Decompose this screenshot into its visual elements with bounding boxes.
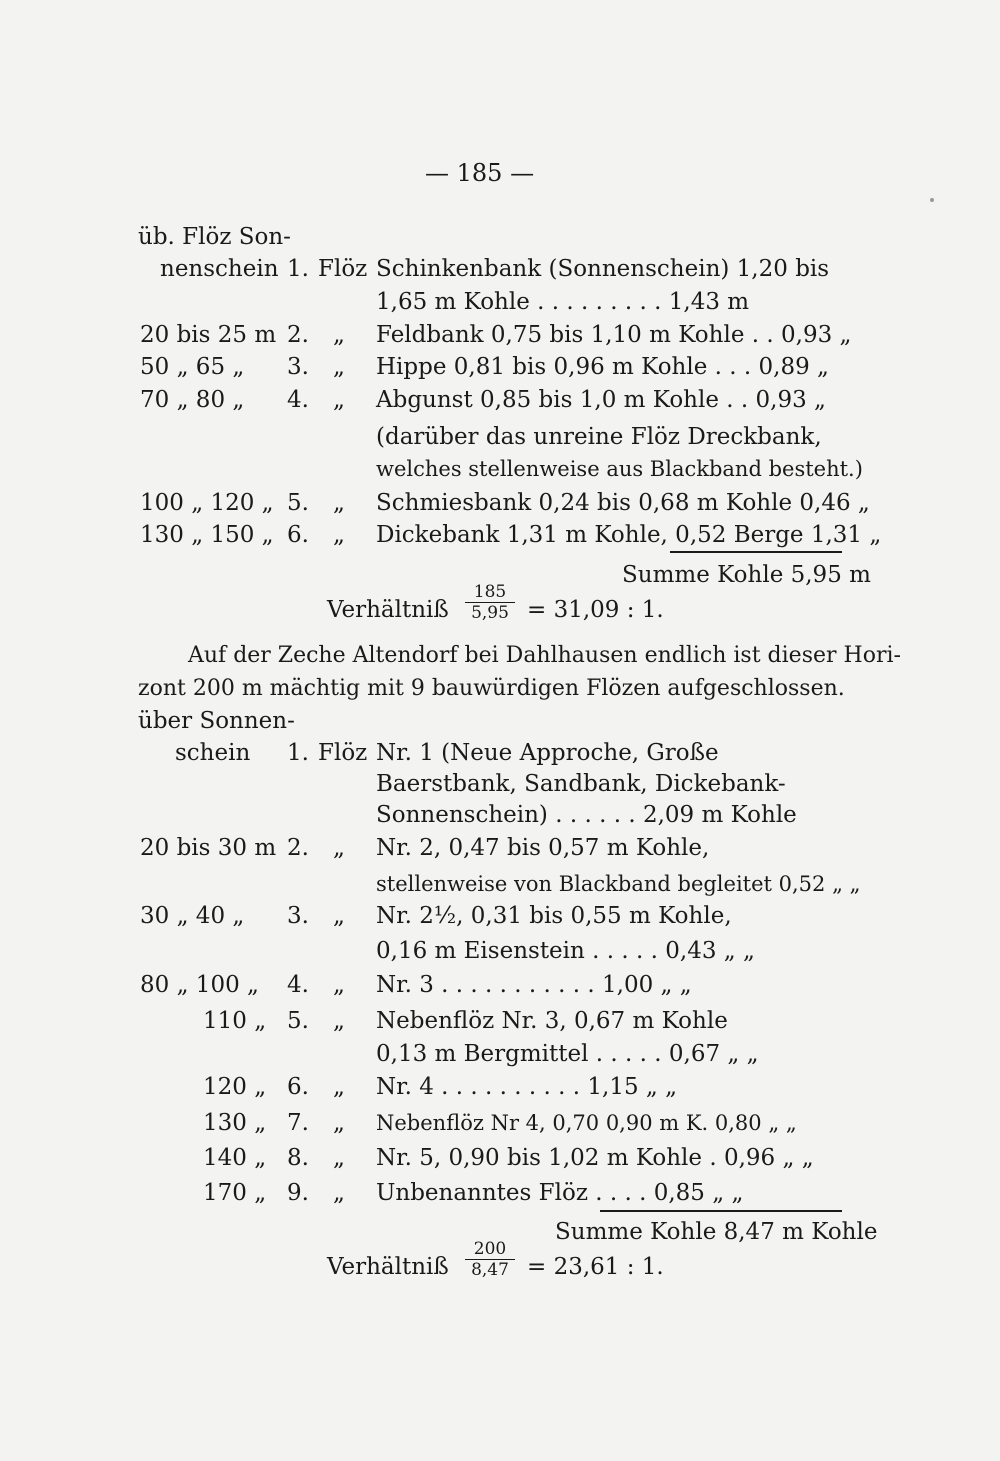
seam-depth: 140 „ — [203, 1145, 267, 1171]
seam-depth: 80 „ 100 „ — [140, 972, 259, 998]
seam-description: 0,16 m Eisenstein . . . . . 0,43 „ „ — [376, 938, 755, 964]
sum-rule — [670, 551, 842, 553]
seam-description: Abgunst 0,85 bis 1,0 m Kohle . . 0,93 „ — [376, 387, 826, 413]
seam-description: Nr. 2, 0,47 bis 0,57 m Kohle, — [376, 835, 710, 861]
seam-mark: Flöz — [318, 740, 368, 766]
seam-description: Baerstbank, Sandbank, Dickebank- — [376, 771, 786, 797]
seam-depth: 130 „ 150 „ — [140, 522, 274, 548]
ratio-numerator: 185 — [473, 582, 507, 602]
page-number: — 185 — — [425, 159, 535, 187]
seam-description: 1,65 m Kohle . . . . . . . . . 1,43 m — [376, 289, 750, 315]
seam-description: Nr. 2½, 0,31 bis 0,55 m Kohle, — [376, 903, 732, 929]
seam-description: Sonnenschein) . . . . . . 2,09 m Kohle — [376, 802, 797, 828]
seam-description: Hippe 0,81 bis 0,96 m Kohle . . . 0,89 „ — [376, 354, 829, 380]
seam-number: 4. — [287, 387, 309, 413]
seam-description: Nebenflöz Nr. 3, 0,67 m Kohle — [376, 1008, 728, 1034]
seam-description: Nebenflöz Nr 4, 0,70 0,90 m K. 0,80 „ „ — [376, 1111, 797, 1135]
ratio-fraction — [465, 1240, 515, 1279]
seam-depth: 30 „ 40 „ — [140, 903, 245, 929]
seam-description: welches stellenweise aus Blackband besteht.) — [376, 457, 863, 481]
seam-depth: 20 bis 25 m — [140, 322, 277, 348]
seam-number: 9. — [287, 1180, 309, 1206]
seam-description: Schmiesbank 0,24 bis 0,68 m Kohle 0,46 „ — [376, 490, 870, 516]
seam-mark: „ — [333, 835, 345, 861]
paragraph-line: Auf der Zeche Altendorf bei Dahlhausen endlich ist dieser Hori- — [188, 643, 901, 668]
seam-description: Nr. 3 . . . . . . . . . . . 1,00 „ „ — [376, 972, 692, 998]
seam-description: 0,13 m Bergmittel . . . . . 0,67 „ „ — [376, 1041, 759, 1067]
ratio-result: = 23,61 : 1. — [527, 1254, 664, 1280]
sum-line: Summe Kohle 8,47 m Kohle — [555, 1219, 878, 1245]
seam-description: Nr. 4 . . . . . . . . . . 1,15 „ „ — [376, 1074, 678, 1100]
seam-number: 6. — [287, 522, 309, 548]
seam-depth: 70 „ 80 „ — [140, 387, 245, 413]
section1-heading-line1: üb. Flöz Son- — [138, 224, 291, 250]
sum-rule — [600, 1210, 842, 1212]
ratio-denominator: 5,95 — [471, 603, 509, 623]
seam-mark: Flöz — [318, 256, 368, 282]
seam-number: 7. — [287, 1110, 309, 1136]
seam-number: 1. — [287, 256, 309, 282]
section2-heading-line1: über Sonnen- — [138, 708, 295, 734]
seam-number: 5. — [287, 490, 309, 516]
seam-mark: „ — [333, 1074, 345, 1100]
seam-number: 2. — [287, 835, 309, 861]
seam-number: 3. — [287, 354, 309, 380]
seam-depth: 100 „ 120 „ — [140, 490, 274, 516]
seam-description: stellenweise von Blackband begleitet 0,52 „ „ — [376, 872, 861, 896]
seam-number: 4. — [287, 972, 309, 998]
seam-mark: „ — [333, 522, 345, 548]
seam-mark: „ — [333, 387, 345, 413]
seam-depth: 170 „ — [203, 1180, 267, 1206]
paragraph-line: zont 200 m mächtig mit 9 bauwürdigen Flözen aufgeschlossen. — [138, 676, 845, 701]
seam-depth: 120 „ — [203, 1074, 267, 1100]
seam-mark: „ — [333, 1145, 345, 1171]
seam-number: 1. — [287, 740, 309, 766]
seam-depth: 20 bis 30 m — [140, 835, 277, 861]
seam-mark: „ — [333, 490, 345, 516]
seam-description: Feldbank 0,75 bis 1,10 m Kohle . . 0,93 „ — [376, 322, 852, 348]
seam-mark: „ — [333, 1110, 345, 1136]
seam-description: Schinkenbank (Sonnenschein) 1,20 bis — [376, 256, 830, 282]
ratio-fraction — [465, 583, 515, 622]
seam-description: Nr. 5, 0,90 bis 1,02 m Kohle . 0,96 „ „ — [376, 1145, 814, 1171]
seam-description: (darüber das unreine Flöz Dreckbank, — [376, 424, 822, 450]
seam-depth: 110 „ — [203, 1008, 267, 1034]
section1-heading-line2: nenschein — [160, 256, 279, 282]
seam-description: Unbenanntes Flöz . . . . 0,85 „ „ — [376, 1180, 744, 1206]
seam-number: 5. — [287, 1008, 309, 1034]
seam-mark: „ — [333, 903, 345, 929]
ratio-label: Verhältniß — [327, 1254, 449, 1280]
seam-depth: 50 „ 65 „ — [140, 354, 245, 380]
seam-number: 6. — [287, 1074, 309, 1100]
seam-depth: 130 „ — [203, 1110, 267, 1136]
seam-mark: „ — [333, 972, 345, 998]
seam-number: 3. — [287, 903, 309, 929]
seam-mark: „ — [333, 322, 345, 348]
seam-number: 2. — [287, 322, 309, 348]
sum-line: Summe Kohle 5,95 m — [622, 562, 871, 588]
page-speck — [930, 198, 934, 202]
seam-mark: „ — [333, 1008, 345, 1034]
seam-mark: „ — [333, 354, 345, 380]
ratio-label: Verhältniß — [327, 597, 449, 623]
section2-heading-line2: schein — [175, 740, 251, 766]
ratio-denominator: 8,47 — [471, 1260, 509, 1280]
ratio-result: = 31,09 : 1. — [527, 597, 664, 623]
seam-description: Dickebank 1,31 m Kohle, 0,52 Berge 1,31 „ — [376, 522, 882, 548]
seam-description: Nr. 1 (Neue Approche, Große — [376, 740, 719, 766]
seam-number: 8. — [287, 1145, 309, 1171]
seam-mark: „ — [333, 1180, 345, 1206]
ratio-numerator: 200 — [473, 1239, 507, 1259]
